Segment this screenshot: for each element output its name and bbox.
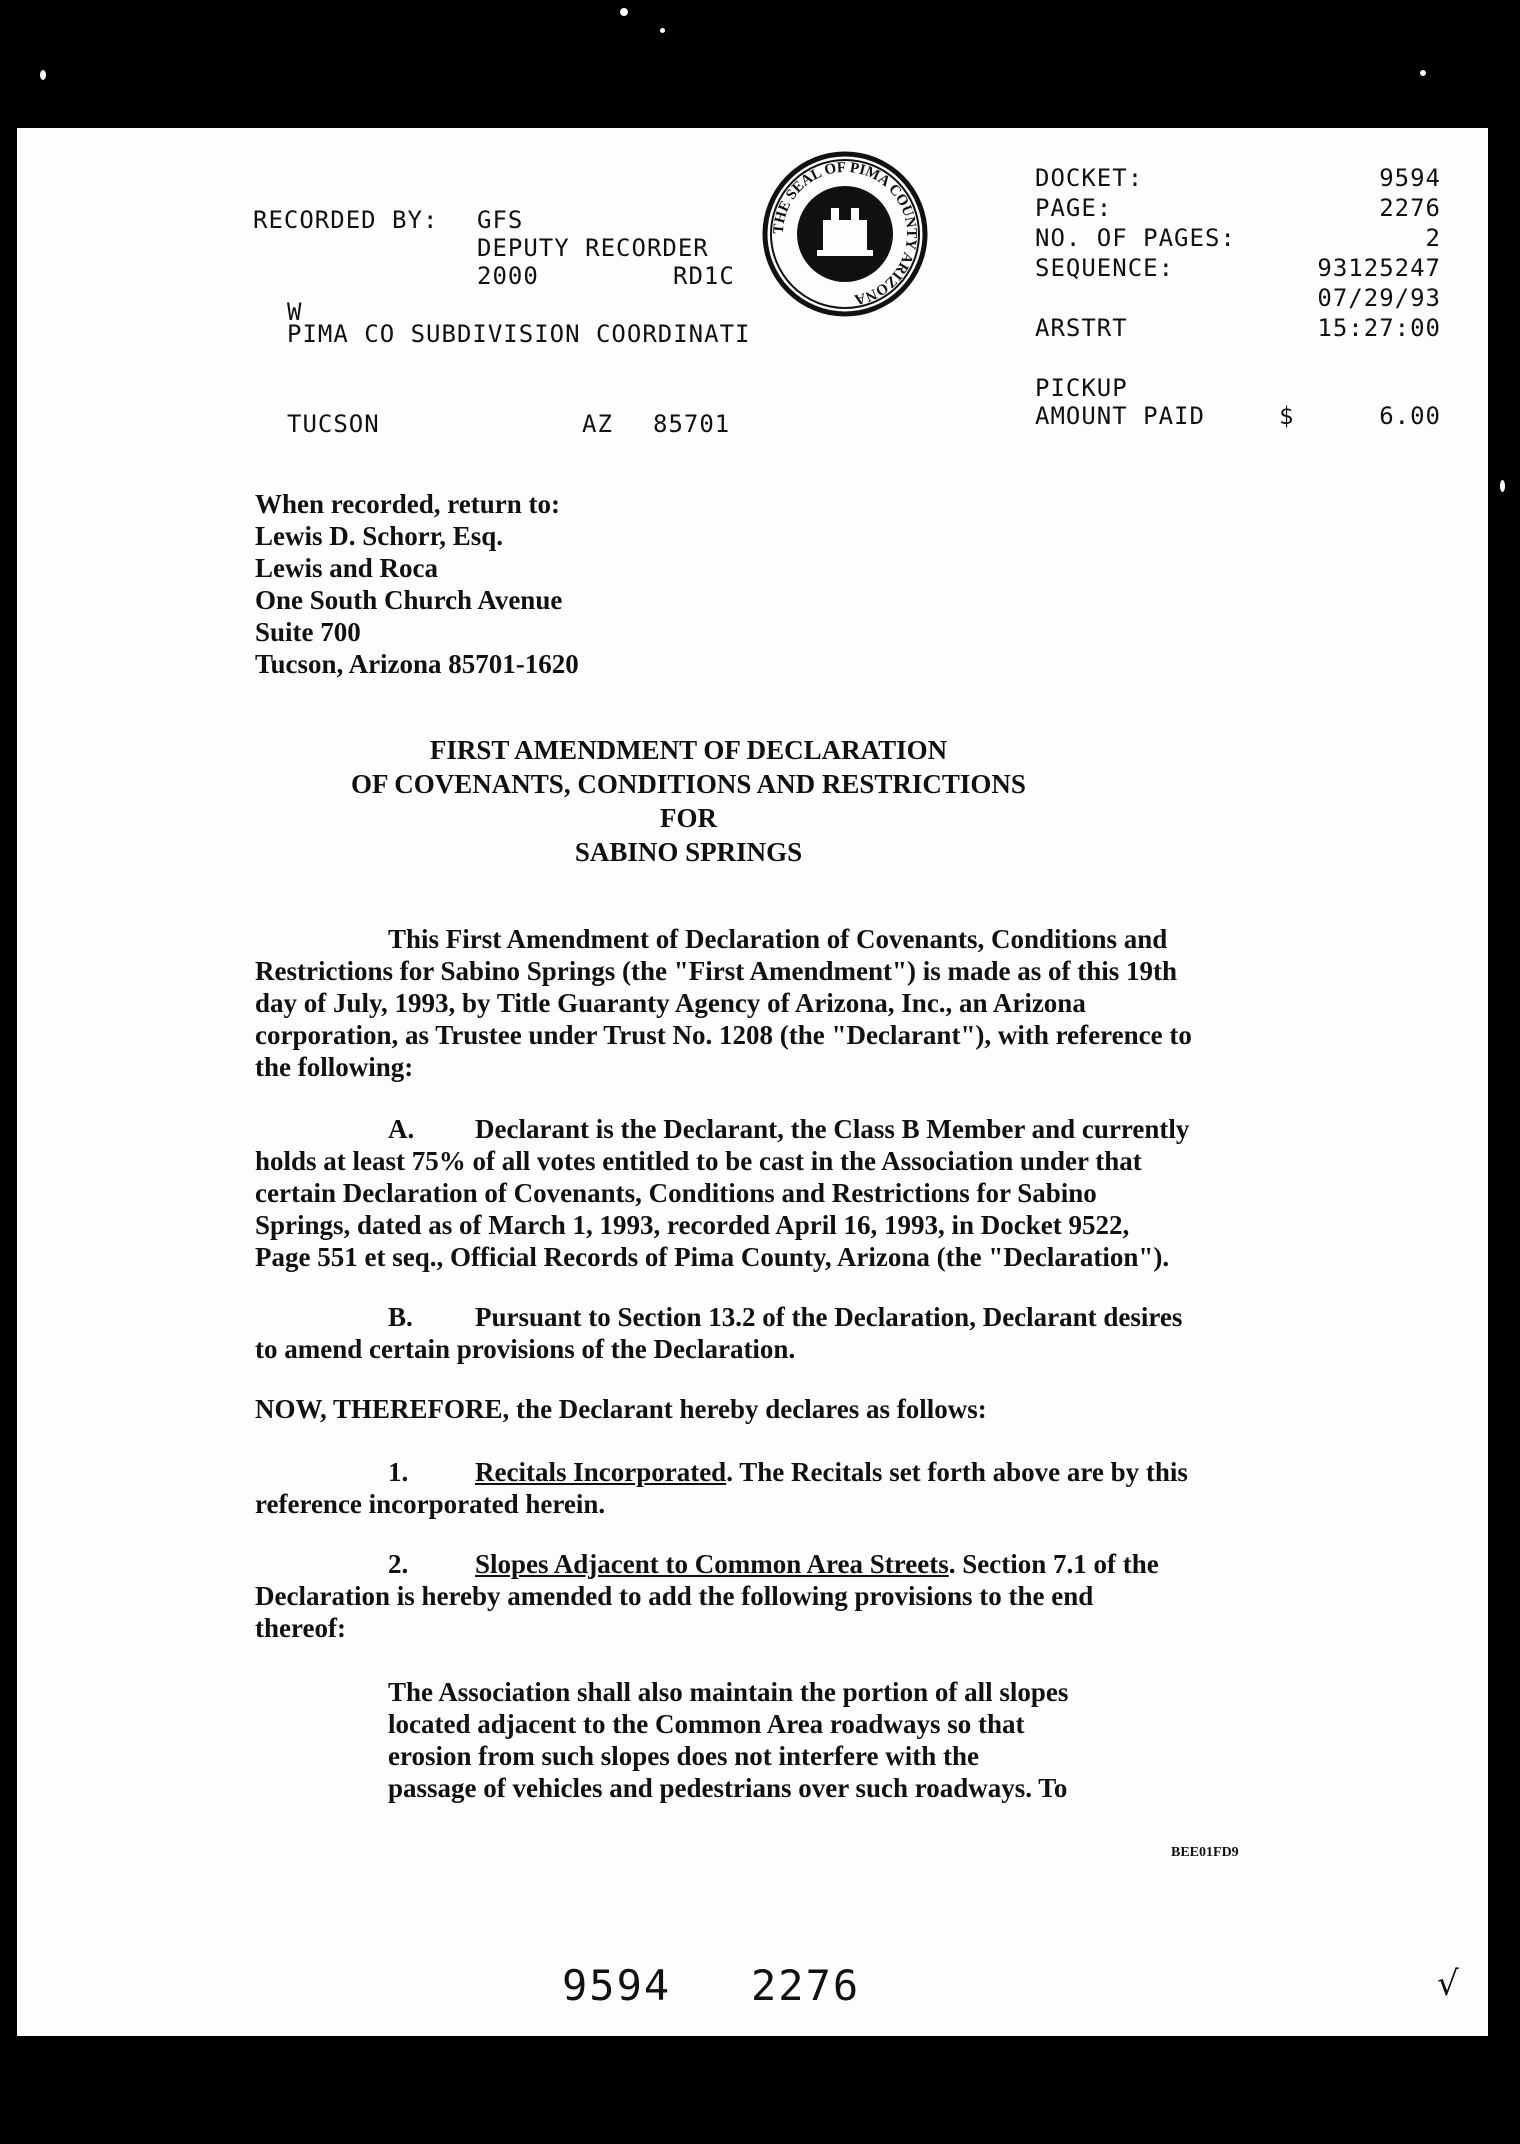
document-title — [0, 733, 1424, 869]
quote-line: located adjacent to the Common Area roadways so that — [388, 1709, 1025, 1739]
recital-a-line: certain Declaration of Covenants, Conditions and Restrictions for Sabino — [255, 1178, 1097, 1208]
intro-line: corporation, as Trustee under Trust No. 1208 (the "Declarant"), with reference to — [255, 1020, 1192, 1050]
amount-paid: 6.00 — [1379, 402, 1441, 430]
county-seal-icon — [761, 150, 929, 318]
sequence-value: 93125247 — [1317, 254, 1441, 282]
recital-b-marker: B. — [388, 1302, 413, 1332]
item-2-marker: 2. — [388, 1549, 409, 1579]
item-1-heading: Recitals Incorporated — [475, 1457, 727, 1487]
recorder-code-2: RD1C — [673, 262, 735, 290]
now-therefore: NOW, THEREFORE, the Declarant hereby declares as follows: — [255, 1394, 987, 1424]
item-2-text: . Section 7.1 of the — [948, 1549, 1159, 1579]
quoted-provision — [388, 1676, 1068, 1804]
docket-value: 9594 — [1379, 164, 1441, 192]
title-line: OF COVENANTS, CONDITIONS AND RESTRICTIONS — [351, 769, 1026, 799]
recital-a-line: Declarant is the Declarant, the Class B Member and currently — [475, 1114, 1190, 1144]
recital-a-line: Page 551 et seq., Official Records of Pima County, Arizona (the "Declaration"). — [255, 1242, 1170, 1272]
quote-line: The Association shall also maintain the portion of all slopes — [388, 1677, 1069, 1707]
deputy-recorder: DEPUTY RECORDER — [477, 234, 709, 262]
pages-label: NO. OF PAGES: — [1035, 224, 1236, 252]
item-2-line: Declaration is hereby amended to add the following provisions to the end — [255, 1581, 1094, 1611]
page-label: PAGE: — [1035, 194, 1113, 222]
item-2 — [255, 1548, 1159, 1644]
item-1 — [255, 1456, 1188, 1520]
return-to-block — [255, 488, 579, 680]
seal-text: THE SEAL OF PIMA COUNTY ARIZONA — [770, 159, 920, 308]
recorded-time: 15:27:00 — [1317, 314, 1441, 342]
arstrt-label: ARSTRT — [1035, 314, 1128, 342]
recorded-by-label: RECORDED BY: — [253, 206, 439, 234]
entity-name: PIMA CO SUBDIVISION COORDINATI — [287, 320, 751, 348]
item-1-line: reference incorporated herein. — [255, 1489, 606, 1519]
quote-line: passage of vehicles and pedestrians over such roadways. To — [388, 1773, 1068, 1803]
footer-docket: 9594 — [562, 1961, 672, 2010]
recorded-by-value: GFS — [477, 206, 524, 234]
document-code: BEE01FD9 — [1171, 1845, 1239, 1860]
recital-b — [255, 1301, 1182, 1365]
item-1-text: . The Recitals set forth above are by this — [726, 1457, 1188, 1487]
sequence-label: SEQUENCE: — [1035, 254, 1175, 282]
scan-speck — [1500, 480, 1505, 492]
amount-label: AMOUNT PAID — [1035, 402, 1205, 430]
city: TUCSON — [287, 410, 380, 438]
intro-paragraph — [255, 923, 1192, 1083]
return-to-line: Lewis and Roca — [255, 553, 439, 583]
item-2-heading: Slopes Adjacent to Common Area Streets — [475, 1549, 949, 1579]
recital-a-line: holds at least 75% of all votes entitled to be cast in the Association under that — [255, 1146, 1142, 1176]
scan-speck — [60, 128, 64, 132]
scan-speck — [40, 70, 46, 80]
recital-a-marker: A. — [388, 1114, 415, 1144]
title-line: FIRST AMENDMENT OF DECLARATION — [429, 735, 948, 765]
pages-value: 2 — [1425, 224, 1441, 252]
recorded-date: 07/29/93 — [1317, 284, 1441, 312]
scan-speck — [660, 28, 665, 33]
return-to-line: Tucson, Arizona 85701-1620 — [255, 649, 579, 679]
quote-line: erosion from such slopes does not interfere with the — [388, 1741, 979, 1771]
recital-b-line: Pursuant to Section 13.2 of the Declaration, Declarant desires — [475, 1302, 1183, 1332]
return-to-line: Suite 700 — [255, 617, 361, 647]
title-line: SABINO SPRINGS — [574, 837, 803, 867]
zip: 85701 — [653, 410, 731, 438]
item-1-marker: 1. — [388, 1457, 409, 1487]
intro-line: This First Amendment of Declaration of Covenants, Conditions and — [388, 924, 1168, 954]
recital-a — [255, 1113, 1189, 1273]
intro-line: Restrictions for Sabino Springs (the "First Amendment") is made as of this 19th — [255, 956, 1177, 986]
intro-line: day of July, 1993, by Title Guaranty Agency of Arizona, Inc., an Arizona — [255, 988, 1086, 1018]
document-page — [17, 128, 1488, 2036]
state: AZ — [582, 410, 613, 438]
recital-b-line: to amend certain provisions of the Declaration. — [255, 1334, 796, 1364]
recital-a-line: Springs, dated as of March 1, 1993, recorded April 16, 1993, in Docket 9522, — [255, 1210, 1130, 1240]
page-value: 2276 — [1379, 194, 1441, 222]
recorder-code-1: 2000 — [477, 262, 539, 290]
pickup-label: PICKUP — [1035, 374, 1128, 402]
return-to-line: When recorded, return to: — [255, 489, 560, 519]
title-line: FOR — [660, 803, 717, 833]
return-to-line: One South Church Avenue — [255, 585, 563, 615]
item-2-line: thereof: — [255, 1613, 346, 1643]
footer-page: 2276 — [751, 1961, 861, 2010]
currency-symbol: $ — [1279, 402, 1295, 430]
scan-speck — [620, 8, 628, 16]
stamp-w: W — [287, 298, 303, 326]
checkmark-icon: √ — [1437, 1964, 1459, 2004]
return-to-line: Lewis D. Schorr, Esq. — [255, 521, 504, 551]
scan-speck — [1420, 70, 1426, 76]
docket-label: DOCKET: — [1035, 164, 1144, 192]
intro-line: the following: — [255, 1052, 414, 1082]
